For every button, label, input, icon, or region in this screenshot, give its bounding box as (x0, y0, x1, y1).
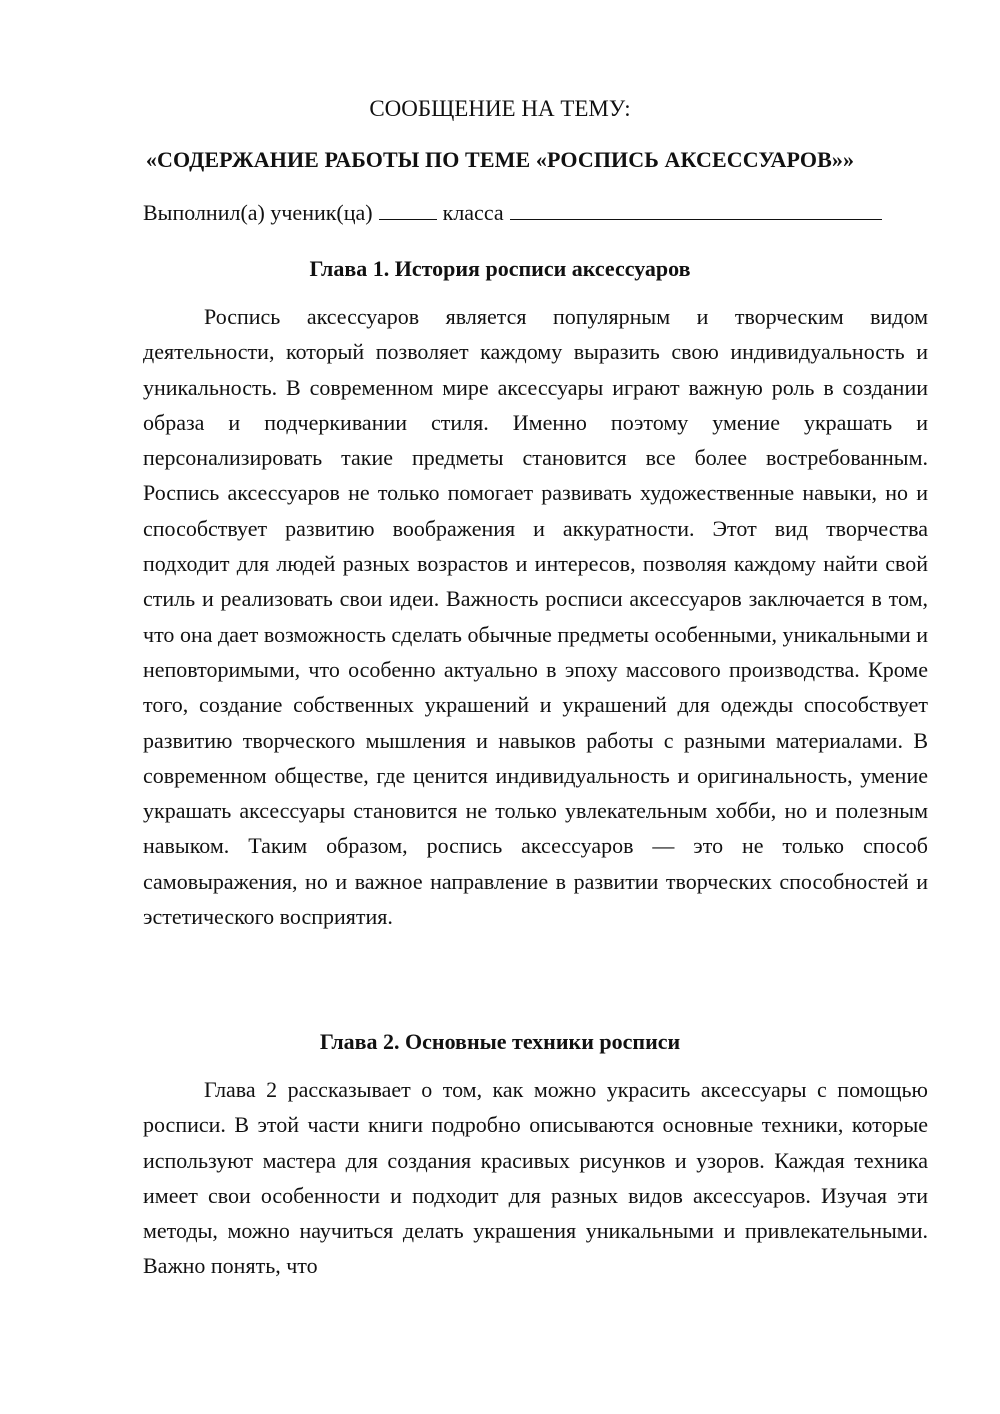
chapter-1-heading: Глава 1. История росписи аксессуаров (309, 256, 691, 281)
document-title: «СОДЕРЖАНИЕ РАБОТЫ ПО ТЕМЕ «РОСПИСЬ АКСЕССУАРОВ»» (145, 147, 855, 172)
chapter-1-text: Роспись аксессуаров является популярным и творческим видом деятельности, который позволяет каждому выразить свою индивидуальность и уникальность. В современном мире аксессуары играют важную роль в создании образа и подчеркивании стиля. Именно поэтому умение украшать и персонализировать такие предметы становится все более востребованным. Роспись аксессуаров не только помогает развивать художественные навыки, но и способствует развитию воображения и аккуратности. Этот вид творчества подходит для людей разных возрастов и интересов, позволяя каждому найти свой стиль и реализовать свои идеи. Важность росписи аксессуаров заключается в том, что она дает возможность сделать обычные предметы особенными, уникальными и неповторимыми, что особенно актуально в эпоху массового производства. Кроме того, создание собственных украшений и украшений для одежды способствует развитию творческого мышления и навыков работы с разными материалами. В современном обществе, где ценится индивидуальность и оригинальность, умение украшать аксессуары становится не только увлекательным хобби, но и полезным навыком. Таким образом, роспись аксессуаров — это не только способ самовыражения, но и важное направление в развитии творческих способностей и эстетического восприятия. (143, 304, 928, 930)
done-by-label: Выполнил(а) ученик(ца) (143, 200, 373, 225)
chapter-2-heading: Глава 2. Основные техники росписи (319, 1029, 681, 1054)
name-blank (510, 197, 882, 220)
student-info-line (143, 196, 882, 230)
class-label: класса (442, 200, 504, 225)
grade-blank (379, 197, 437, 220)
document-subject: СООБЩЕНИЕ НА ТЕМУ: (369, 96, 631, 121)
chapter-2-text: Глава 2 рассказывает о том, как можно украсить аксессуары с помощью росписи. В этой части книги подробно описываются основные техники, которые используют мастера для создания красивых рисунков и узоров. Каждая техника имеет свои особенности и подходит для разных видов аксессуаров. Изучая эти методы, можно научиться делать украшения уникальными и привлекательными. Важно понять, что (143, 1077, 928, 1279)
